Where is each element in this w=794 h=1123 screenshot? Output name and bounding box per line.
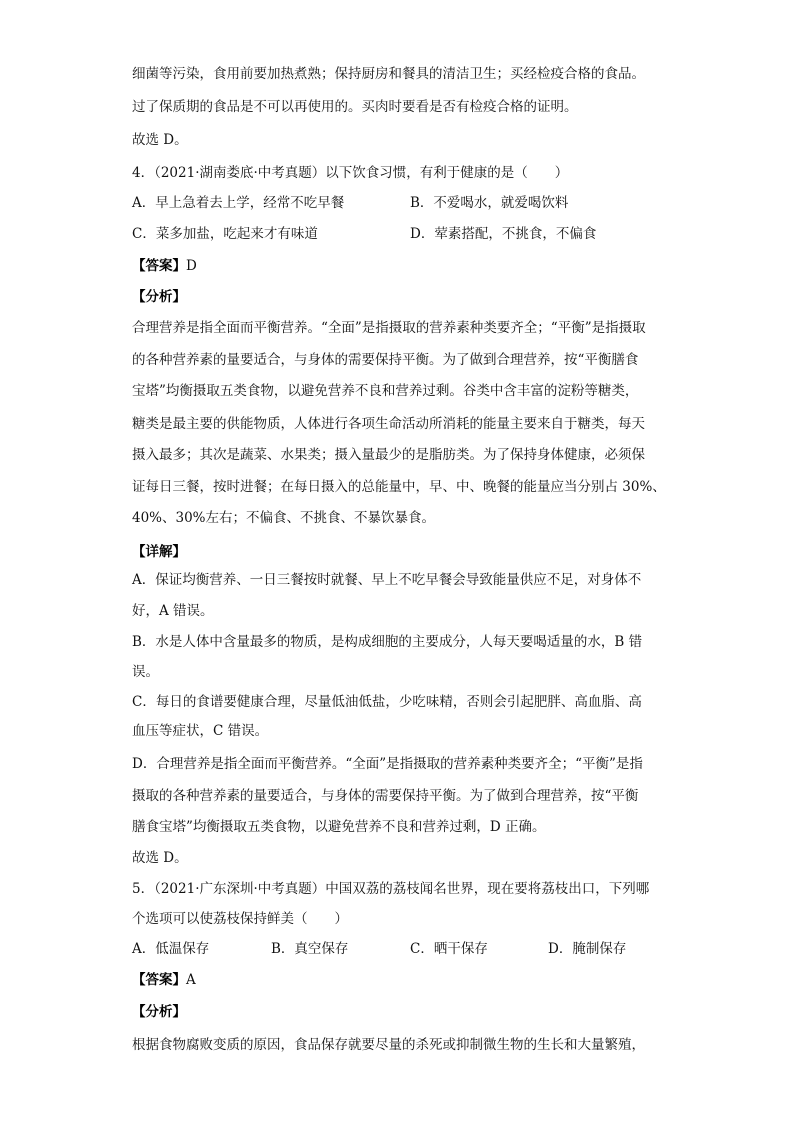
q4-option-b: B．不爱喝水，就爱喝饮料 [410,195,569,211]
q4-detail-line: 误。 [132,664,159,680]
q4-detail-line: 血压等症状，C 错误。 [132,723,269,739]
q4-analysis-line: 摄入最多；其次是蔬菜、水果类；摄入量最少的是脂肪类。为了保持身体健康，必须保 [132,447,645,463]
q5-answer [132,970,196,990]
q5-stem-line-2: 个选项可以使荔枝保持鲜美（ ） [132,911,348,927]
q5-option-a: A．低温保存 [132,941,210,957]
q4-detail-line: 摄取的各种营养素的量要适合，与身体的需要保持平衡。为了做到合理营养，按“平衡 [132,788,639,804]
q4-option-c: C．菜多加盐，吃起来才有味道 [132,226,318,242]
q4-option-a: A．早上急着去上学，经常不吃早餐 [132,195,345,211]
q4-analysis-line: 宝塔”均衡摄取五类食物，以避免营养不良和营养过剩。谷类中含丰富的淀粉等糖类， [132,383,639,399]
q4-detail-label: 【详解】 [132,544,186,560]
q5-stem-line-1: 5．（2021·广东深圳·中考真题）中国双荔的荔枝闻名世界，现在要将荔枝出口，下列哪 [132,881,650,897]
carry-conclusion: 故选 D。 [132,132,188,148]
answer-value: A [186,972,196,988]
q5-option-c: C．晒干保存 [410,941,488,957]
q5-option-d: D．腌制保存 [548,941,627,957]
q5-analysis-label: 【分析】 [132,1004,186,1020]
q4-answer [132,256,197,276]
answer-label: 【答案】 [132,972,186,988]
q4-detail-line: B．水是人体中含量最多的物质，是构成细胞的主要成分，人每天要喝适量的水，B 错 [132,634,643,650]
q4-analysis-line: 证每日三餐，按时进餐；在每日摄入的总能量中，早、中、晚餐的能量应当分别占 30%、 [132,479,666,495]
q4-detail-line: 膳食宝塔”均衡摄取五类食物，以避免营养不良和营养过剩，D 正确。 [132,819,546,835]
answer-label: 【答案】 [132,258,186,274]
q4-stem: 4．（2021·湖南娄底·中考真题）以下饮食习惯，有利于健康的是（ ） [132,165,569,181]
q4-analysis-label: 【分析】 [132,289,186,305]
q4-detail-line: 好，A 错误。 [132,603,214,619]
q4-detail-line: A．保证均衡营养、一日三餐按时就餐、早上不吃早餐会导致能量供应不足，对身体不 [132,572,642,588]
q4-analysis-line: 糖类是最主要的供能物质，人体进行各项生命活动所消耗的能量主要来自于糖类，每天 [132,416,645,432]
q4-analysis-line: 合理营养是指全面而平衡营养。“全面”是指摄取的营养素种类要齐全；“平衡”是指摄取 [132,320,646,336]
q5-analysis-line: 根据食物腐败变质的原因，食品保存就要尽量的杀死或抑制微生物的生长和大量繁殖， [132,1037,645,1053]
answer-value: D [186,258,197,274]
q4-conclusion: 故选 D。 [132,850,188,866]
q4-option-d: D．荤素搭配，不挑食，不偏食 [410,226,597,242]
q4-analysis-line: 的各种营养素的量要适合，与身体的需要保持平衡。为了做到合理营养，按“平衡膳食 [132,352,639,368]
q4-detail-line: C．每日的食谱要健康合理，尽量低油低盐，少吃味精，否则会引起肥胖、高血脂、高 [132,694,642,710]
q4-analysis-line: 40%、30%左右；不偏食、不挑食、不暴饮暴食。 [132,510,436,526]
q4-detail-line: D．合理营养是指全面而平衡营养。“全面”是指摄取的营养素种类要齐全；“平衡”是指 [132,756,643,772]
q5-option-b: B．真空保存 [271,941,349,957]
carry-line-1: 细菌等污染，食用前要加热煮熟；保持厨房和餐具的清洁卫生；买经检疫合格的食品。 [132,66,645,82]
carry-line-2: 过了保质期的食品是不可以再使用的。买肉时要看是否有检疫合格的证明。 [132,99,578,115]
